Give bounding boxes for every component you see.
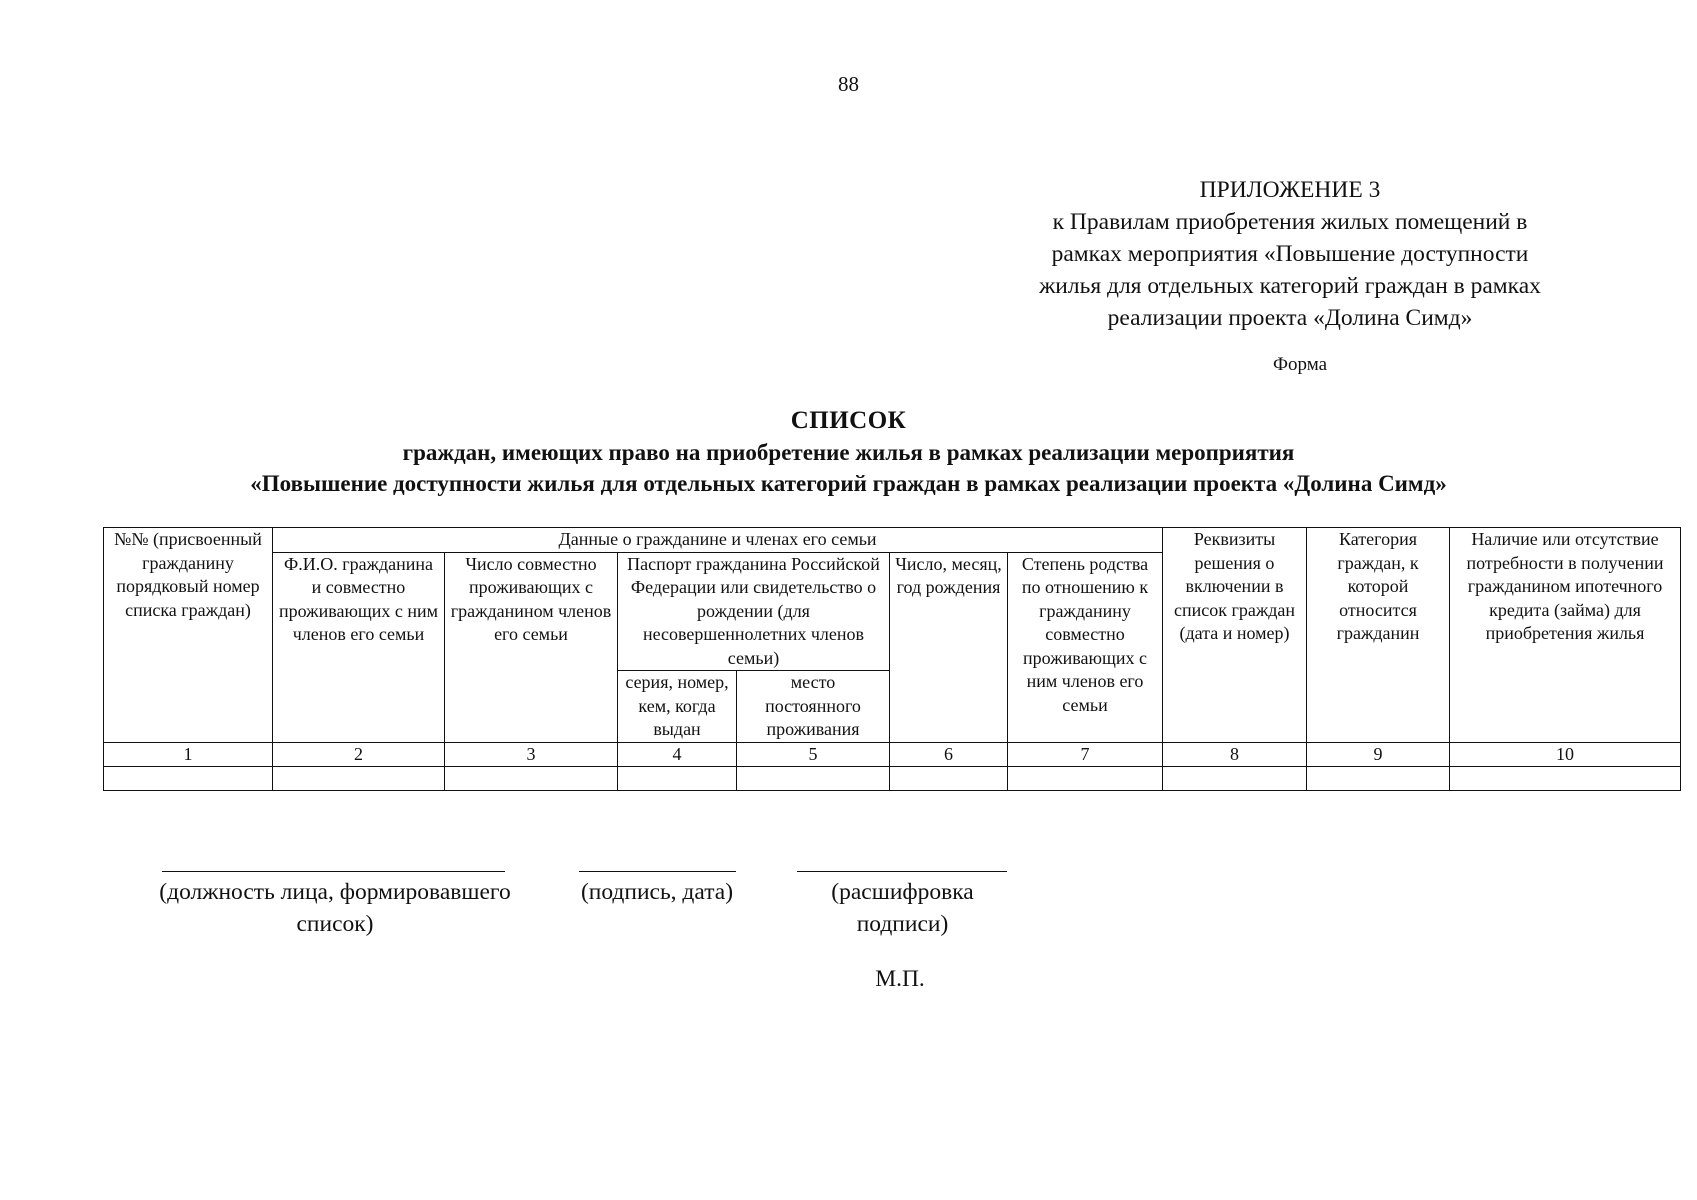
signature-decode-line	[797, 871, 1007, 872]
column-number: 9	[1307, 742, 1450, 767]
appendix-line: жилья для отдельных категорий граждан в рамках	[1039, 273, 1541, 299]
header-col-kinship: Степень родства по отношению к гражданину совместно проживающих с ним членов его семьи	[1008, 552, 1163, 742]
column-number: 10	[1450, 742, 1681, 767]
appendix-title: ПРИЛОЖЕНИЕ 3	[1199, 177, 1381, 203]
appendix-block	[990, 174, 1590, 334]
column-number: 3	[445, 742, 618, 767]
header-col-members-count: Число совместно проживающих с гражданином членов его семьи	[445, 552, 618, 742]
header-group-citizen-data: Данные о гражданине и членах его семьи	[273, 528, 1163, 553]
form-label: Форма	[1272, 354, 1328, 375]
table-row	[104, 767, 1681, 791]
page-number: 88	[838, 72, 859, 96]
table-cell	[1450, 767, 1681, 791]
column-number: 6	[890, 742, 1008, 767]
column-numbers-row	[104, 742, 1681, 767]
signature-date-label: (подпись, дата)	[580, 879, 734, 905]
table-cell	[273, 767, 445, 791]
signature-decode-label: (расшифровка подписи)	[831, 879, 974, 937]
header-col-residence: место постоянного проживания	[737, 671, 890, 743]
appendix-line: рамках мероприятия «Повышение доступности	[1051, 241, 1529, 267]
title-subtitle: граждан, имеющих право на приобретение жилья в рамках реализации мероприятия	[402, 440, 1295, 465]
header-col-number: №№ (присвоенный гражданину порядковый номер списка граждан)	[104, 528, 273, 743]
column-number: 2	[273, 742, 445, 767]
title-subtitle: «Повышение доступности жилья для отдельных категорий граждан в рамках реализации проекта «Долина Симд»	[250, 471, 1447, 496]
citizens-list-table	[103, 527, 1681, 791]
table-cell	[890, 767, 1008, 791]
header-col-passport-series: серия, номер, кем, когда выдан	[618, 671, 737, 743]
column-number: 4	[618, 742, 737, 767]
table-cell	[1163, 767, 1307, 791]
header-col-birthdate: Число, месяц, год рождения	[890, 552, 1008, 742]
column-number: 8	[1163, 742, 1307, 767]
table-cell	[104, 767, 273, 791]
table-cell	[618, 767, 737, 791]
header-col-fullname: Ф.И.О. гражданина и совместно проживающих с ним членов его семьи	[273, 552, 445, 742]
document-title	[0, 405, 1697, 499]
signature-date-line	[579, 871, 736, 872]
appendix-line: реализации проекта «Долина Симд»	[1107, 305, 1473, 331]
stamp-place: М.П.	[875, 966, 925, 992]
header-col-mortgage-need: Наличие или отсутствие потребности в получении гражданином ипотечного кредита (займа) для приобретения жилья	[1450, 528, 1681, 743]
header-col-decision: Реквизиты решения о включении в список граждан (дата и номер)	[1163, 528, 1307, 743]
column-number: 1	[104, 742, 273, 767]
position-signature-line	[162, 871, 505, 872]
header-group-passport: Паспорт гражданина Российской Федерации или свидетельство о рождении (для несовершеннолетних членов семьи)	[618, 552, 890, 671]
table-cell	[737, 767, 890, 791]
column-number: 5	[737, 742, 890, 767]
column-number: 7	[1008, 742, 1163, 767]
table-cell	[1307, 767, 1450, 791]
appendix-line: к Правилам приобретения жилых помещений в	[1052, 209, 1528, 235]
table-cell	[445, 767, 618, 791]
title-main: СПИСОК	[790, 407, 907, 434]
table-cell	[1008, 767, 1163, 791]
position-label: (должность лица, формировавшего список)	[159, 879, 511, 937]
header-col-category: Категория граждан, к которой относится гражданин	[1307, 528, 1450, 743]
